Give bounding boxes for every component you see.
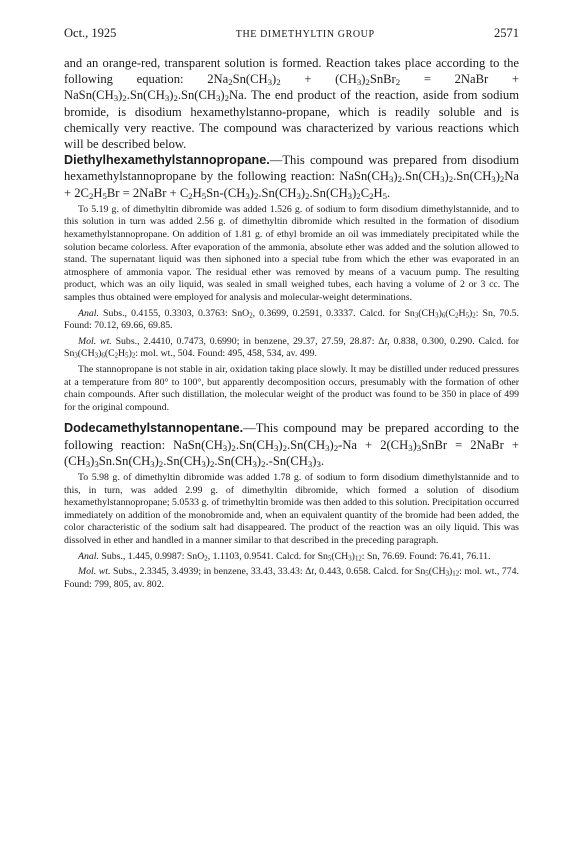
paragraph-dodeca-anal: Anal. Subs., 1.445, 0.9987: SnO$_2$, 1.1103, 0.9541. Calcd. for $Sn_5(CH_3)_{12}$: Sn, 76.69. Found: 76.41, 76.11. bbox=[78, 550, 491, 563]
running-header bbox=[64, 26, 519, 41]
page-number: 2571 bbox=[493, 26, 519, 40]
header-title: THE DIMETHYLTIN GROUP bbox=[235, 29, 375, 40]
paragraph-diethyl-stability: The stannopropane is not stable in air, oxidation taking place slowly. It may be distilled under reduced pressures at a temperature from 80° to 100°, but apparently decomposition occurs, presumably with the formation of other chain compounds. After such distillation, the molecular weight of the product was found to be 350 in place of 499 for the original compound. bbox=[64, 363, 519, 413]
paragraph-diethyl-anal: Anal. Subs., 0.4155, 0.3303, 0.3763: SnO$_2$, 0.3699, 0.2591, 0.3337. Calcd. for $Sn_3(CH_3)_6(C_2H_5)_2$: Sn, 70.5. Found: 70.12, 69.66, 69.85. bbox=[64, 307, 519, 332]
paragraph-dodeca-molwt: Mol. wt. Subs., 2.3345, 3.4939; in benzene, 33.43, 33.43: Δt, 0.443, 0.658. Calcd. for $Sn_5(CH_3)_{12}$: mol. wt., 774. Found: 799, 805, av. 802. bbox=[64, 566, 519, 590]
paragraph-diethyl-molwt: Mol. wt. Subs., 2.4410, 0.7473, 0.6990; in benzene, 29.37, 27.59, 28.87: Δt, 0.838, 0.300, 0.290. Calcd. for $Sn_3(CH_3)_6(C_2H_5)_2$: mol. wt., 504. Found: 495, 458, 534, av. 499. bbox=[64, 335, 519, 361]
paragraph-diethyl-procedure: To 5.19 g. of dimethyltin dibromide was added 1.526 g. of sodium to form disodium dimethylstannide, and to this solution in turn was added 2.56 g. of dimethyltin dibromide which resulted in the formation of disodium hexamethylstannopropane. On addition of 1.81 g. of ethyl bromide an oil was immediately precipitated while the solution became colorless. After evaporation of the ammonia, absolute ether was added and the solution allowed to stand. The supernatant liquid was then siphoned into a special tube from which the ether was evaporated in an atmosphere of ammonia vapor. The residual ether was removed by means of a vacuum pump. The resulting product, which was an oily liquid, was sealed in small weighed tubes, each having a volume of 2 or 3 cc. The samples thus obtained were employed for analysis and molecular-weight determinations. bbox=[64, 203, 519, 303]
article-body bbox=[64, 55, 519, 591]
paragraph-dodeca-section: Dodecamethylstannopentane.—This compound may be prepared according to the following reaction: $NaSn(CH_3)_2.Sn(CH_3)_2.Sn(CH_3)_2-Na$ + $2(CH_3)_3SnBr$ = 2NaBr + $(CH_3)_3Sn.Sn(CH_3)_2.Sn(CH_3)_2.Sn(CH_3)_2.-Sn(CH_3)_3$. bbox=[64, 421, 520, 469]
paragraph-diethyl-section: Diethylhexamethylstannopropane.—This compound was prepared from disodium hexamethylstannopropane by the following reaction: $NaSn(CH_3)_2.Sn(CH_3)_2.Sn(CH_3)_2Na + 2C_2H_5Br$ = 2NaBr + $C_2H_5Sn-(CH_3)_2.Sn(CH_3)_2.Sn(CH_3)_2C_2H_5$. bbox=[64, 153, 519, 201]
header-date: Oct., 1925 bbox=[64, 26, 117, 40]
paragraph-intro: and an orange-red, transparent solution is formed. Reaction takes place according to the following equation: $2Na_2Sn(CH_3)_2$ + $(CH_3)_2SnBr_2$ = 2NaBr + $NaSn(CH_3)_2.Sn(CH_3)_2.Sn(CH_3)_2Na$. The end product of the reaction, aside from sodium bromide, is disodium hexamethylstanno-propane, which is readily soluble and is chemically very reactive. The compound was characterized by various reactions which will be described below. bbox=[64, 56, 519, 152]
paragraph-dodeca-procedure: To 5.98 g. of dimethyltin dibromide was added 1.78 g. of sodium to form disodium dimethylstannide and to this, in turn, was added 2.99 g. of dimethyltin dibromide, which formed a solution of disodium hexamethylstannopropane; 5.0533 g. of trimethyltin bromide was then added to this solution. Precipitation occurred immediately on addition of the monobromide and, when an equivalent quantity of the bromide had been added, the color characteristic of the sodium salt had disappeared. The product of the reaction was an oily liquid. This was dissolved in ether and handled in a manner similar to that described in the preceding paragraph. bbox=[64, 471, 519, 546]
